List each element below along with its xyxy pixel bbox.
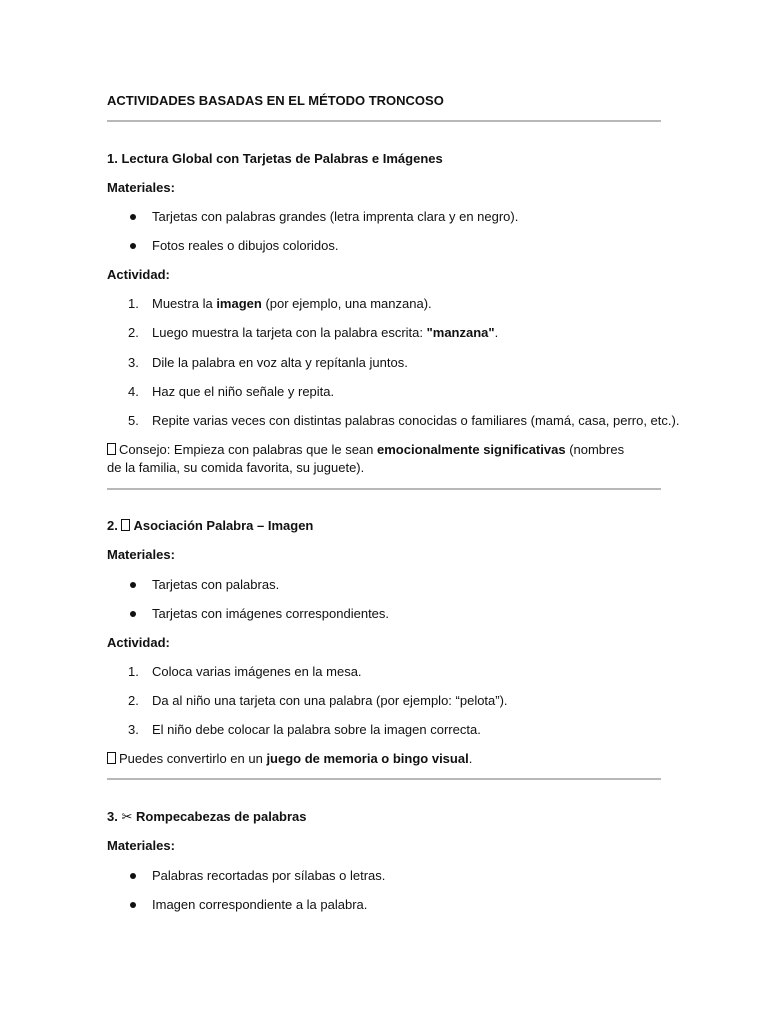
step-number: 3. xyxy=(128,722,139,737)
bullet xyxy=(130,873,136,879)
section-1-step-2: Luego muestra la tarjeta con la palabra escrita: "manzana". xyxy=(152,325,499,340)
section-1-heading: 1. Lectura Global con Tarjetas de Palabras e Imágenes xyxy=(107,151,443,166)
step-number: 5. xyxy=(128,413,139,428)
section-2-step-1: Coloca varias imágenes en la mesa. xyxy=(152,664,362,679)
section-1-step-4: Haz que el niño señale y repita. xyxy=(152,384,335,399)
bullet xyxy=(130,214,136,220)
section-3-material-2: Imagen correspondiente a la palabra. xyxy=(152,897,368,912)
document-title: ACTIVIDADES BASADAS EN EL MÉTODO TRONCOSO xyxy=(107,93,444,108)
divider xyxy=(107,120,661,122)
divider xyxy=(107,488,661,490)
section-1-step-3: Dile la palabra en voz alta y repítanla juntos. xyxy=(152,355,408,370)
bullet xyxy=(130,902,136,908)
section-2-material-1: Tarjetas con palabras. xyxy=(152,577,280,592)
section-3-material-1: Palabras recortadas por sílabas o letras. xyxy=(152,868,386,883)
step-number: 1. xyxy=(128,664,139,679)
section-2-step-3: El niño debe colocar la palabra sobre la imagen correcta. xyxy=(152,722,481,737)
bullet xyxy=(130,582,136,588)
section-2-tip: Puedes convertirlo en un juego de memoria o bingo visual. xyxy=(107,750,472,768)
section-2-step-2: Da al niño una tarjeta con una palabra (por ejemplo: “pelota”). xyxy=(152,693,508,708)
divider xyxy=(107,778,661,780)
scissors-icon: ✂ xyxy=(121,809,133,824)
section-2-materials-label: Materiales: xyxy=(107,547,175,562)
section-1-material-1: Tarjetas con palabras grandes (letra imprenta clara y en negro). xyxy=(152,209,519,224)
section-1-step-5: Repite varias veces con distintas palabras conocidas o familiares (mamá, casa, perro, etc.). xyxy=(152,413,680,428)
section-2-heading: 2. Asociación Palabra – Imagen xyxy=(107,518,314,533)
section-1-material-2: Fotos reales o dibujos coloridos. xyxy=(152,238,339,253)
section-1-materials-label: Materiales: xyxy=(107,180,175,195)
step-number: 4. xyxy=(128,384,139,399)
step-number: 2. xyxy=(128,693,139,708)
section-3-materials-label: Materiales: xyxy=(107,838,175,853)
missing-emoji-icon xyxy=(107,443,116,455)
section-1-activity-label: Actividad: xyxy=(107,267,170,282)
step-number: 1. xyxy=(128,296,139,311)
missing-emoji-icon xyxy=(121,519,130,531)
section-2-activity-label: Actividad: xyxy=(107,635,170,650)
bullet xyxy=(130,611,136,617)
section-2-material-2: Tarjetas con imágenes correspondientes. xyxy=(152,606,390,621)
section-3-heading: 3. ✂ Rompecabezas de palabras xyxy=(107,809,307,824)
step-number: 3. xyxy=(128,355,139,370)
bullet xyxy=(130,243,136,249)
section-1-tip: Consejo: Empieza con palabras que le sean emocionalmente significativas (nombres de la familia, su comida favorita, su juguete). xyxy=(107,442,625,475)
missing-emoji-icon xyxy=(107,752,116,764)
section-1-step-1: Muestra la imagen (por ejemplo, una manzana). xyxy=(152,296,432,311)
step-number: 2. xyxy=(128,325,139,340)
